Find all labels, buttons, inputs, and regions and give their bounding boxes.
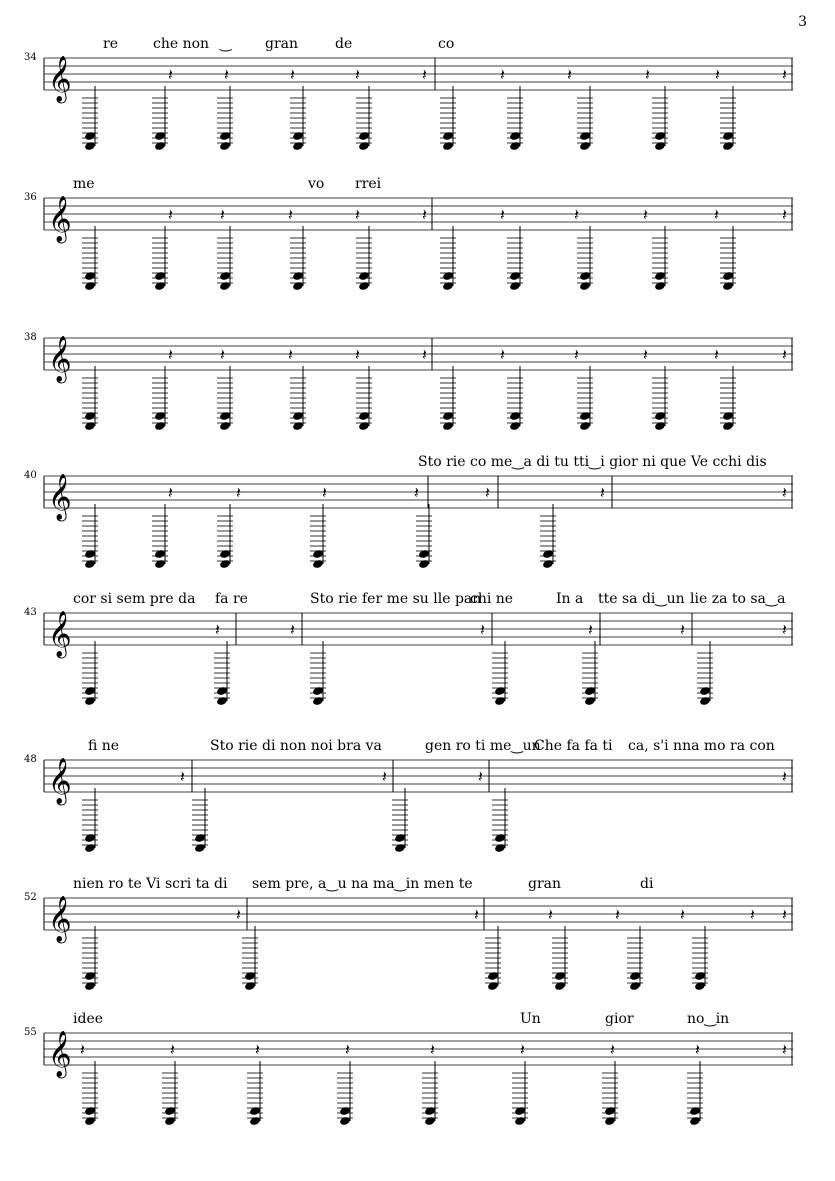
chord (392, 788, 408, 853)
rest-icon: 𝄽 (288, 205, 293, 224)
chord (507, 366, 523, 431)
chord (152, 86, 168, 151)
chord (337, 1061, 353, 1126)
rest-icon: 𝄽 (345, 1040, 350, 1059)
chord (290, 366, 306, 431)
rest-icon: 𝄽 (610, 1040, 615, 1059)
chord (492, 788, 508, 853)
chord (577, 226, 593, 291)
rest-icon: 𝄽 (485, 483, 490, 502)
lyric-syllables: fa re (215, 591, 248, 607)
chord (192, 788, 208, 853)
chord (356, 366, 372, 431)
lyric-syllables: lie za to sa‿a (690, 591, 786, 607)
chord (627, 926, 643, 991)
rest-icon: 𝄽 (750, 905, 755, 924)
chord (422, 1061, 438, 1126)
chord (440, 86, 456, 151)
measure-number: 36 (24, 192, 37, 203)
chord (356, 86, 372, 151)
chord (440, 226, 456, 291)
rest-icon: 𝄽 (680, 905, 685, 924)
rest-icon: 𝄽 (414, 483, 419, 502)
chord (540, 504, 556, 569)
measure-number: 40 (24, 470, 37, 481)
lyric-syllables: In a (556, 591, 584, 607)
lyric-syllables: nien ro te Vi scri ta di (73, 876, 228, 892)
chord (290, 86, 306, 151)
rest-icon: 𝄽 (168, 205, 173, 224)
chord (512, 1061, 528, 1126)
lyric-syllables: Sto rie fer me su lle pan (310, 591, 482, 607)
score-system (0, 1011, 835, 1135)
treble-clef-icon: 𝄞 (48, 196, 72, 242)
lyric-syllables: gen ro ti me‿un (425, 738, 541, 754)
chord (720, 86, 736, 151)
rest-icon: 𝄽 (500, 345, 505, 364)
rest-icon: 𝄽 (588, 620, 593, 639)
score-system (0, 454, 835, 578)
rest-icon: 𝄽 (236, 905, 241, 924)
chord (692, 926, 708, 991)
rest-icon: 𝄽 (220, 345, 225, 364)
lyric-syllables: gran (265, 36, 299, 52)
lyric-syllables: Sto rie di non noi bra va (210, 738, 382, 754)
rest-icon: 𝄽 (480, 620, 485, 639)
staff (0, 880, 835, 1000)
rest-icon: 𝄽 (643, 205, 648, 224)
rest-icon: 𝄽 (615, 905, 620, 924)
lyric-syllables: che non (153, 36, 210, 52)
rest-icon: 𝄽 (548, 905, 553, 924)
staff (0, 458, 835, 578)
chord (82, 1061, 98, 1126)
lyric-syllables: di (640, 876, 654, 892)
chord (217, 366, 233, 431)
chord (217, 86, 233, 151)
lyric-syllables: gran (528, 876, 562, 892)
chord (247, 1061, 263, 1126)
treble-clef-icon: 𝄞 (48, 474, 72, 520)
page-number: 3 (798, 14, 807, 30)
chord (492, 641, 508, 706)
rest-icon: 𝄽 (574, 345, 579, 364)
rest-icon: 𝄽 (500, 65, 505, 84)
rest-icon: 𝄽 (290, 65, 295, 84)
score-system (0, 876, 835, 1000)
lyric-syllables: fi ne (88, 738, 120, 754)
chord (152, 366, 168, 431)
chord (82, 641, 98, 706)
staff (0, 40, 835, 160)
rest-icon: 𝄽 (782, 65, 787, 84)
rest-icon: 𝄽 (600, 483, 605, 502)
chord (214, 641, 230, 706)
rest-icon: 𝄽 (168, 483, 173, 502)
rest-icon: 𝄽 (215, 620, 220, 639)
rest-icon: 𝄽 (355, 65, 360, 84)
score-system (0, 738, 835, 862)
chord (552, 926, 568, 991)
rest-icon: 𝄽 (422, 205, 427, 224)
rest-icon: 𝄽 (500, 205, 505, 224)
rest-icon: 𝄽 (180, 767, 185, 786)
rest-icon: 𝄽 (645, 65, 650, 84)
treble-clef-icon: 𝄞 (48, 56, 72, 102)
rest-icon: 𝄽 (168, 345, 173, 364)
rest-icon: 𝄽 (288, 345, 293, 364)
score-system (0, 591, 835, 715)
rest-icon: 𝄽 (680, 620, 685, 639)
chord (507, 226, 523, 291)
lyric-syllables: cor si sem pre da (73, 591, 196, 607)
chord (82, 226, 98, 291)
rest-icon: 𝄽 (715, 65, 720, 84)
rest-icon: 𝄽 (255, 1040, 260, 1059)
lyric-syllables: idee (73, 1011, 104, 1027)
rest-icon: 𝄽 (80, 1040, 85, 1059)
lyric-syllables: sem pre, a‿u na ma‿in men te (252, 876, 473, 892)
chord (162, 1061, 178, 1126)
treble-clef-icon: 𝄞 (48, 896, 72, 942)
rest-icon: 𝄽 (290, 620, 295, 639)
rest-icon: 𝄽 (782, 345, 787, 364)
treble-clef-icon: 𝄞 (48, 611, 72, 657)
staff (0, 180, 835, 300)
rest-icon: 𝄽 (422, 345, 427, 364)
rest-icon: 𝄽 (782, 1040, 787, 1059)
chord (82, 504, 98, 569)
chord (720, 366, 736, 431)
treble-clef-icon: 𝄞 (48, 758, 72, 804)
rest-icon: 𝄽 (782, 483, 787, 502)
staff (0, 595, 835, 715)
chord (82, 366, 98, 431)
rest-icon: 𝄽 (782, 905, 787, 924)
measure-number: 55 (24, 1027, 37, 1038)
rest-icon: 𝄽 (220, 205, 225, 224)
staff (0, 742, 835, 862)
chord (697, 641, 713, 706)
rest-icon: 𝄽 (567, 65, 572, 84)
chord (440, 366, 456, 431)
rest-icon: 𝄽 (224, 65, 229, 84)
staff (0, 320, 835, 440)
rest-icon: 𝄽 (714, 345, 719, 364)
chord (577, 366, 593, 431)
lyric-syllables: co (438, 36, 455, 52)
chord (652, 86, 668, 151)
rest-icon: 𝄽 (355, 205, 360, 224)
score-system (0, 320, 835, 440)
chord (217, 504, 233, 569)
measure-number: 43 (24, 607, 37, 618)
rest-icon: 𝄽 (474, 905, 479, 924)
chord (217, 226, 233, 291)
rest-icon: 𝄽 (782, 620, 787, 639)
rest-icon: 𝄽 (643, 345, 648, 364)
measure-number: 34 (24, 52, 37, 63)
rest-icon: 𝄽 (355, 345, 360, 364)
lyric-syllables: me (73, 176, 95, 192)
rest-icon: 𝄽 (574, 205, 579, 224)
measure-number: 38 (24, 332, 37, 343)
lyric-syllables: re (103, 36, 118, 52)
rest-icon: 𝄽 (422, 65, 427, 84)
chord (152, 226, 168, 291)
staff (0, 1015, 835, 1135)
rest-icon: 𝄽 (382, 767, 387, 786)
rest-icon: 𝄽 (478, 767, 483, 786)
chord (582, 641, 598, 706)
rest-icon: 𝄽 (168, 65, 173, 84)
lyric-syllables: rrei (355, 176, 382, 192)
chord (356, 226, 372, 291)
chord (652, 366, 668, 431)
score-system (0, 36, 835, 160)
chord (485, 926, 501, 991)
chord (242, 926, 258, 991)
rest-icon: 𝄽 (430, 1040, 435, 1059)
lyric-syllables: vo (308, 176, 325, 192)
lyric-syllables: no‿in (687, 1011, 730, 1027)
measure-number: 48 (24, 754, 37, 765)
chord (577, 86, 593, 151)
lyric-syllables: chi ne (470, 591, 514, 607)
rest-icon: 𝄽 (782, 767, 787, 786)
chord (687, 1061, 703, 1126)
lyric-syllables: ‿ (220, 36, 232, 52)
lyric-syllables: de (335, 36, 353, 52)
rest-icon: 𝄽 (782, 205, 787, 224)
treble-clef-icon: 𝄞 (48, 336, 72, 382)
measure-number: 52 (24, 892, 37, 903)
chord (652, 226, 668, 291)
rest-icon: 𝄽 (714, 205, 719, 224)
chord (310, 504, 326, 569)
rest-icon: 𝄽 (236, 483, 241, 502)
lyric-syllables: ca, s'i nna mo ra con (628, 738, 775, 754)
lyric-syllables: gior (605, 1011, 634, 1027)
chord (602, 1061, 618, 1126)
rest-icon: 𝄽 (520, 1040, 525, 1059)
lyric-syllables: Che fa fa ti (534, 738, 613, 754)
chord (82, 788, 98, 853)
rest-icon: 𝄽 (695, 1040, 700, 1059)
chord (507, 86, 523, 151)
lyric-syllables: Un (520, 1011, 541, 1027)
rest-icon: 𝄽 (170, 1040, 175, 1059)
treble-clef-icon: 𝄞 (48, 1031, 72, 1077)
chord (82, 926, 98, 991)
chord (82, 86, 98, 151)
chord (152, 504, 168, 569)
chord (310, 641, 326, 706)
chord (290, 226, 306, 291)
lyric-syllables: tte sa di‿un (598, 591, 685, 607)
lyric-syllables: Sto rie co me‿a di tu tti‿i gior ni que Ve cchi dis (418, 454, 767, 470)
chord (416, 504, 432, 569)
chord (720, 226, 736, 291)
rest-icon: 𝄽 (322, 483, 327, 502)
score-system (0, 176, 835, 300)
